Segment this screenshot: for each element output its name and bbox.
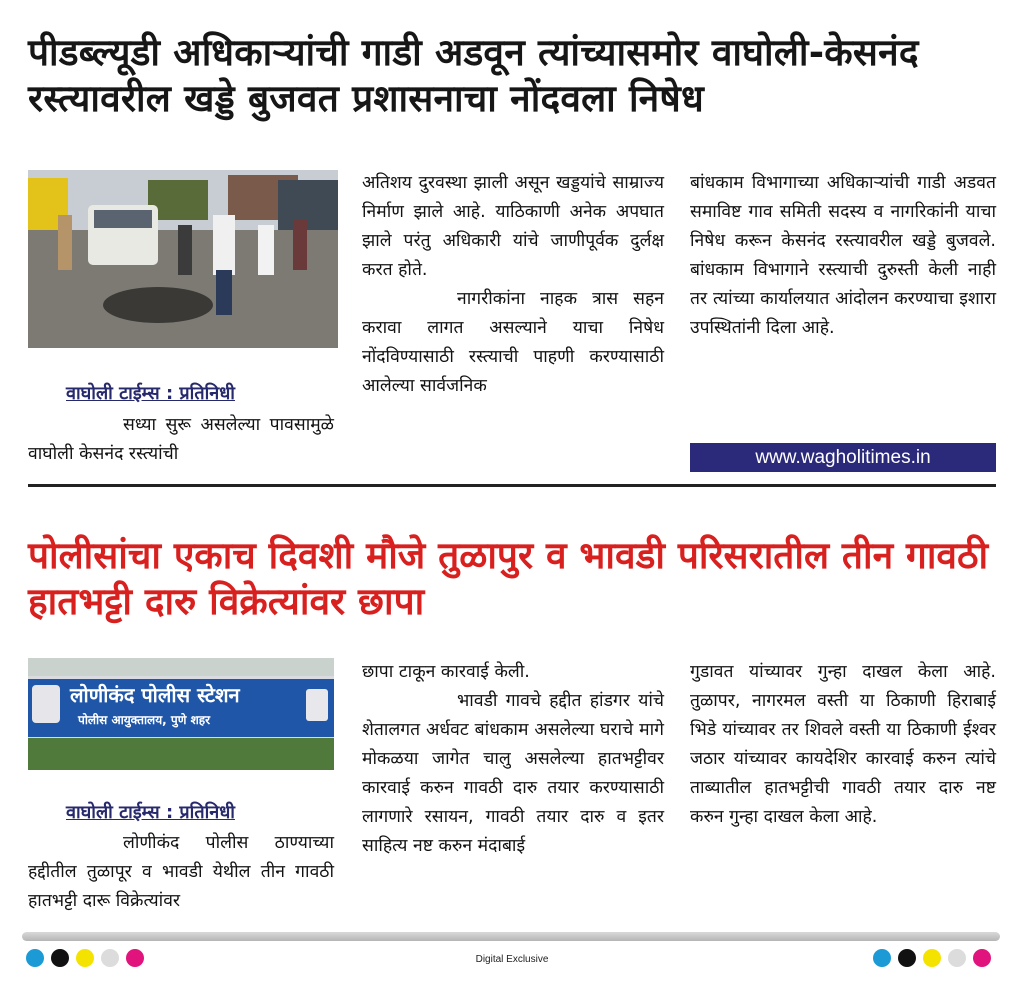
sign-line-2: पोलीस आयुक्तालय, पुणे शहर — [78, 713, 211, 727]
story1-byline: वाघोली टाईम्स : प्रतिनिधी — [66, 383, 235, 404]
story1-col2-para2: नागरीकांना नाहक त्रास सहन करावा लागत असल्याने याचा निषेध नोंदविण्यासाठी रस्त्याची पाहणी करण्यासाठी आलेल्या सार्वजनिक — [362, 289, 664, 396]
story1-column-1 — [28, 411, 334, 469]
story2-col2-para2: भावडी गावचे हद्दीत हांडगर यांचे शेतालगत अर्धवट बांधकाम असलेल्या घराचे मागे मोकळया जागेत चालु असलेल्या हातभट्टीवर कारवाई करुन गावठी दारु तयार करण्यासाठी लागणारे रसायन, गावठी तयार दारु व इतर साहित्य नष्ट करुन मंदाबाई — [362, 691, 664, 856]
story1-col3-text: बांधकाम विभागाच्या अधिकाऱ्यांची गाडी अडवत समाविष्ट गाव समिती सदस्य व नागरिकांनी याचा निषेध करून केसनंद रस्त्यावरील खड्डे बुजवले. बांधकाम विभागाने रस्त्याची दुरुस्ती केली नाही तर त्यांच्या कार्यालयात आंदोलन करण्याचा इशारा उपस्थितांनी दिला आहे. — [690, 173, 996, 338]
story1-col1-text: सध्या सुरू असलेल्या पावसामुळे वाघोली केसनंद रस्त्यांची — [28, 415, 334, 464]
story1-headline: पीडब्ल्यूडी अधिकाऱ्यांची गाडी अडवून त्यांच्यासमोर वाघोली-केसनंद रस्त्यावरील खड्डे बुजवत प्रशासनाचा नोंदवला निषेध — [28, 31, 919, 120]
story1-photo — [28, 170, 338, 348]
story1-col2-para1: अतिशय दुरवस्था झाली असून खड्डयांचे साम्राज्य निर्माण झाले आहे. याठिकाणी अनेक अपघात झाले परंतु अधिकारी यांचे जाणीपूर्वक दुर्लक्ष करत होते. — [362, 173, 664, 280]
story2-col2-para1: छापा टाकून कारवाई केली. — [362, 662, 530, 682]
color-dots-right — [873, 949, 991, 967]
police-emblem-icon — [32, 685, 60, 723]
photo-shrubs — [28, 738, 334, 770]
yellow-dot — [923, 949, 941, 967]
black-dot — [898, 949, 916, 967]
sign-badge-icon — [306, 689, 328, 721]
cyan-dot — [873, 949, 891, 967]
story2-byline: वाघोली टाईम्स : प्रतिनिधी — [66, 802, 235, 823]
digital-exclusive-label: Digital Exclusive — [475, 954, 549, 965]
story2-headline: पोलीसांचा एकाच दिवशी मौजे तुळापुर व भावडी परिसरातील तीन गावठी हातभट्टी दारु विक्रेत्यांवर छापा — [28, 534, 989, 623]
section-divider — [28, 484, 996, 487]
website-url-box: www.wagholitimes.in — [690, 443, 996, 472]
story1-column-2 — [362, 169, 664, 401]
story1-column-3 — [690, 169, 996, 343]
footer-bar — [22, 932, 1000, 941]
story2-column-2 — [362, 658, 664, 861]
grey-dot — [948, 949, 966, 967]
story2-col3-text: गुडावत यांच्यावर गुन्हा दाखल केला आहे. तुळापर, नागरमल वस्ती या ठिकाणी हिराबाई भिडे यांच्यावर तर शिवले वस्ती या ठिकाणी ईश्वर जठार यांच्यावर कायदेशिर कारवाई करुन त्यांचे ताब्यातील हातभट्टीची गावठी तयार दारु नष्ट करुन गुन्हा दाखल केला आहे. — [690, 662, 996, 827]
sign-line-1: लोणीकंद पोलीस स्टेशन — [70, 683, 240, 707]
road-protest-image — [28, 170, 338, 348]
story2-photo — [28, 658, 334, 770]
magenta-dot — [973, 949, 991, 967]
story2-col1-text: लोणीकंद पोलीस ठाण्याच्या हद्दीतील तुळापूर व भावडी येथील तीन गावठी हातभट्टी दारू विक्रेत्यांवर — [28, 833, 334, 911]
story2-column-3 — [690, 658, 996, 832]
story2-column-1 — [28, 829, 334, 916]
police-station-sign — [28, 676, 334, 740]
